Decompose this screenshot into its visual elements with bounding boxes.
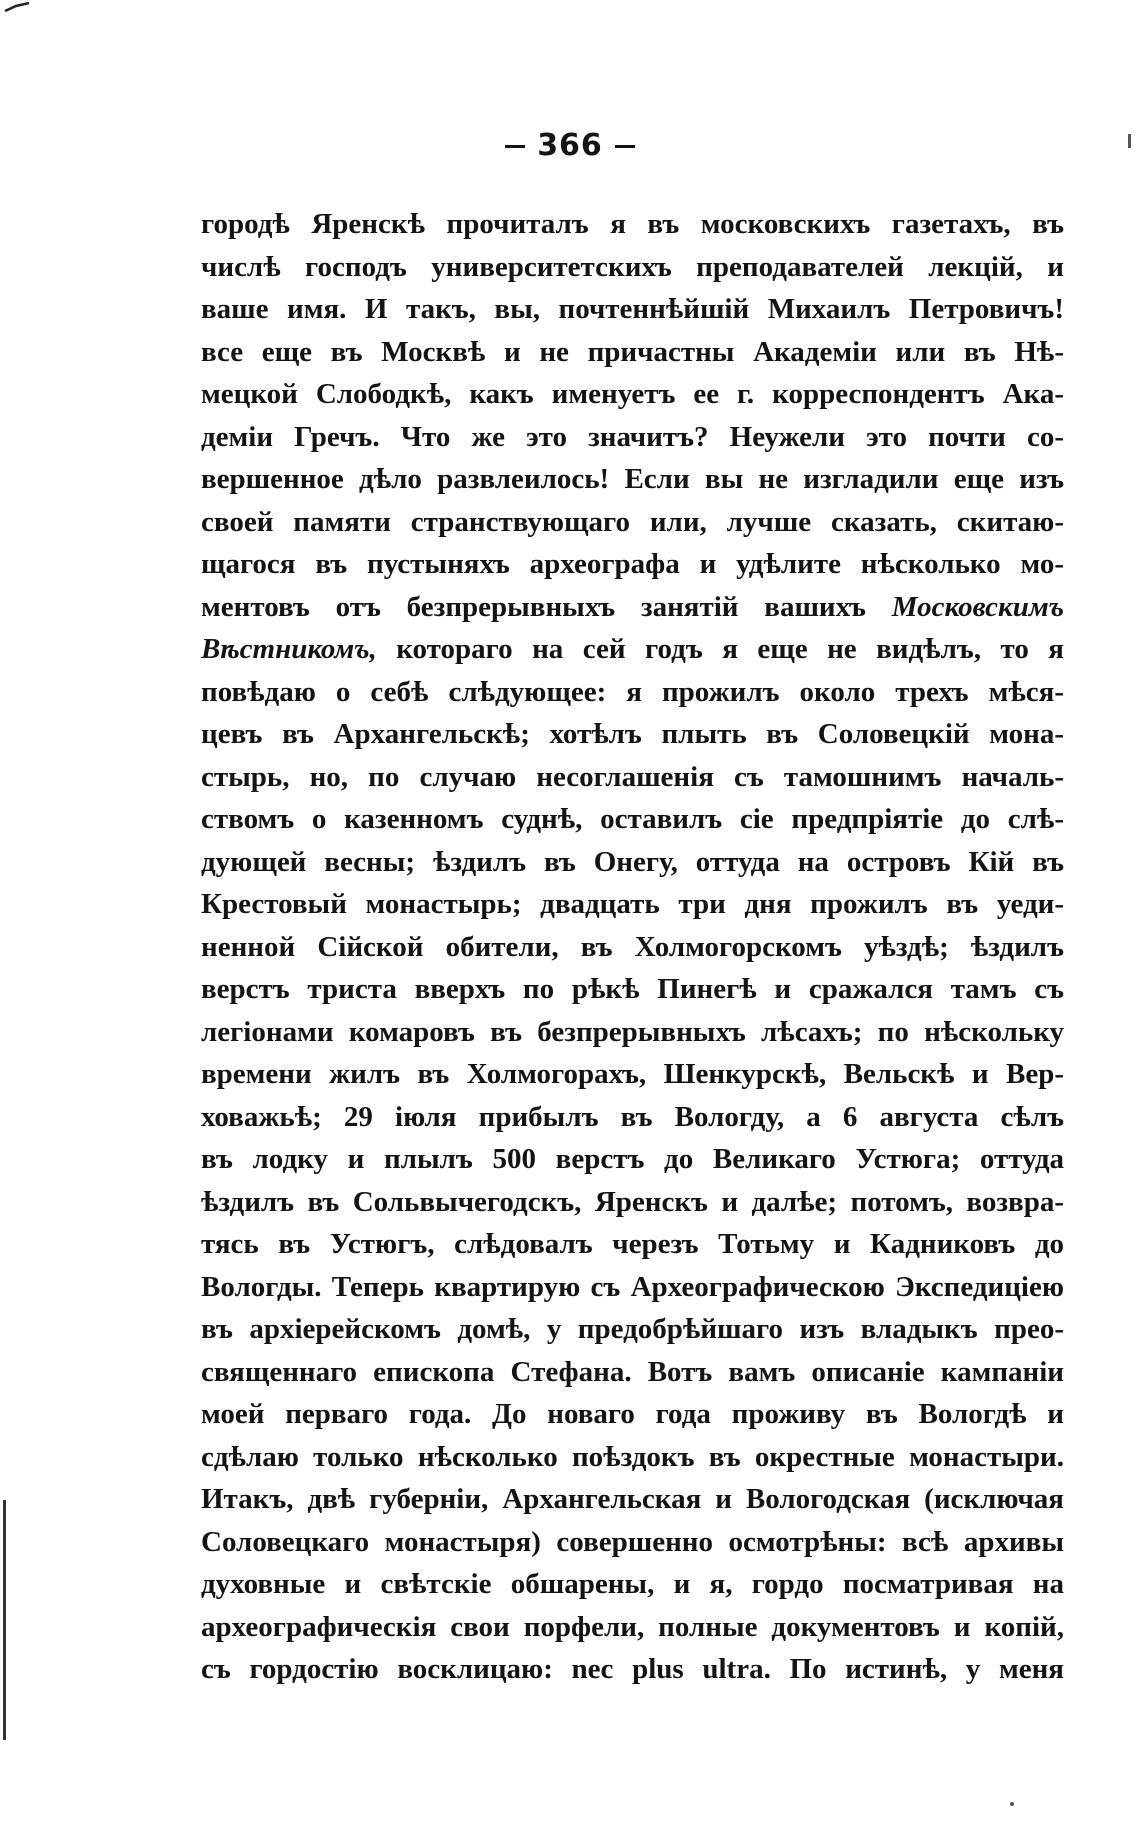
page-number-dash-right <box>615 145 635 148</box>
text-line: въ архіерейскомъ домѣ, у предобрѣйшаго изъ владыкъ прео- <box>201 1313 1064 1345</box>
text-line: ховажьѣ; 29 іюля прибылъ въ Вологду, а 6 августа сѣлъ <box>201 1100 1064 1133</box>
text-line: моей перваго года. До новаго года проживу въ Вологдѣ и <box>201 1398 1064 1430</box>
text-line: ваше имя. И такъ, вы, почтеннѣйшій Михаилъ Петровичъ! <box>201 293 1064 325</box>
text-line: Крестовый монастырь; двадцать три дня прожилъ въ уеди- <box>201 888 1064 920</box>
text-line: верстъ триста вверхъ по рѣкѣ Пинегѣ и сражался тамъ съ <box>201 973 1064 1005</box>
corner-scan-mark <box>4 2 30 12</box>
text-line: археографическія свои порфели, полные документовъ и копій, <box>201 1610 1064 1643</box>
text-line: священнаго епископа Стефана. Вотъ вамъ описаніе кампаніи <box>201 1355 1064 1388</box>
text-segment: ментовъ отъ безпрерывныхъ занятій вашихъ <box>201 590 866 623</box>
text-line: ствомъ о казенномъ суднѣ, оставилъ сіе предпріятіе до слѣ- <box>201 803 1064 835</box>
text-line: числѣ господъ университетскихъ преподавателей лекцій, и <box>201 250 1064 283</box>
text-line: щагося въ пустыняхъ археографа и удѣлите нѣсколько мо- <box>201 548 1064 580</box>
text-line: ѣздилъ въ Сольвычегодскъ, Яренскъ и далѣе; потомъ, возвра- <box>201 1185 1064 1218</box>
page-number: 366 <box>537 128 603 163</box>
scan-speck <box>1010 1802 1014 1806</box>
text-segment: котораго на сей годъ я еще не видѣлъ, то я <box>396 633 1064 665</box>
text-line: цевъ въ Архангельскѣ; хотѣлъ плыть въ Соловецкій мона- <box>201 718 1064 750</box>
text-line: стырь, но, по случаю несоглашенія съ тамошнимъ началь- <box>201 760 1064 793</box>
body-text <box>201 203 1064 1691</box>
text-line: въ лодку и плылъ 500 верстъ до Великаго Устюга; оттуда <box>201 1143 1064 1175</box>
text-line: тясь въ Устюгъ, слѣдовалъ черезъ Тотьму и Кадниковъ до <box>201 1228 1064 1260</box>
text-line: Итакъ, двѣ губерніи, Архангельская и Вологодская (исключая <box>201 1483 1064 1515</box>
text-line: деміи Гречъ. Что же это значитъ? Неужели это почти со- <box>201 420 1064 453</box>
text-line: съ гордостію восклицаю: nec plus ultra. По истинѣ, у меня <box>201 1653 1064 1685</box>
text-line: Соловецкаго монастыря) совершенно осмотрѣны: всѣ архивы <box>201 1525 1064 1558</box>
text-line: городѣ Яренскѣ прочиталъ я въ московскихъ газетахъ, въ <box>201 208 1064 240</box>
text-line: своей памяти странствующаго или, лучше сказать, скитаю- <box>201 505 1064 538</box>
text-line: времени жилъ въ Холмогорахъ, Шенкурскѣ, Вельскѣ и Вер- <box>201 1058 1064 1090</box>
left-edge-scan-line <box>3 1500 6 1740</box>
text-line-mixed <box>201 586 1064 629</box>
text-line: повѣдаю о себѣ слѣдующее: я прожилъ около трехъ мѣся- <box>201 675 1064 708</box>
page-number-header <box>0 128 1140 163</box>
page-number-dash-left <box>505 145 525 148</box>
text-line: легіонами комаровъ въ безпрерывныхъ лѣсахъ; по нѣскольку <box>201 1015 1064 1048</box>
text-line-mixed <box>201 628 1064 671</box>
text-line: все еще въ Москвѣ и не причастны Академіи или въ Нѣ- <box>201 335 1064 368</box>
text-line: мецкой Слободкѣ, какъ именуетъ ее г. корреспондентъ Ака- <box>201 378 1064 410</box>
journal-title-part2: Вѣстникомъ, <box>201 633 377 665</box>
text-line: вершенное дѣло развлеилось! Если вы не изгладили еще изъ <box>201 463 1064 495</box>
text-line: духовные и свѣтскіе обшарены, и я, гордо посматривая на <box>201 1568 1064 1600</box>
text-line: Вологды. Теперь квартирую съ Археографическою Экспедиціею <box>201 1270 1064 1303</box>
text-line: ненной Сійской обители, въ Холмогорскомъ уѣздѣ; ѣздилъ <box>201 930 1064 963</box>
text-line: сдѣлаю только нѣсколько поѣздокъ въ окрестные монастыри. <box>201 1440 1064 1473</box>
text-line: дующей весны; ѣздилъ въ Онегу, оттуда на островъ Кій въ <box>201 845 1064 878</box>
journal-title-part1: Московскимъ <box>891 590 1064 623</box>
